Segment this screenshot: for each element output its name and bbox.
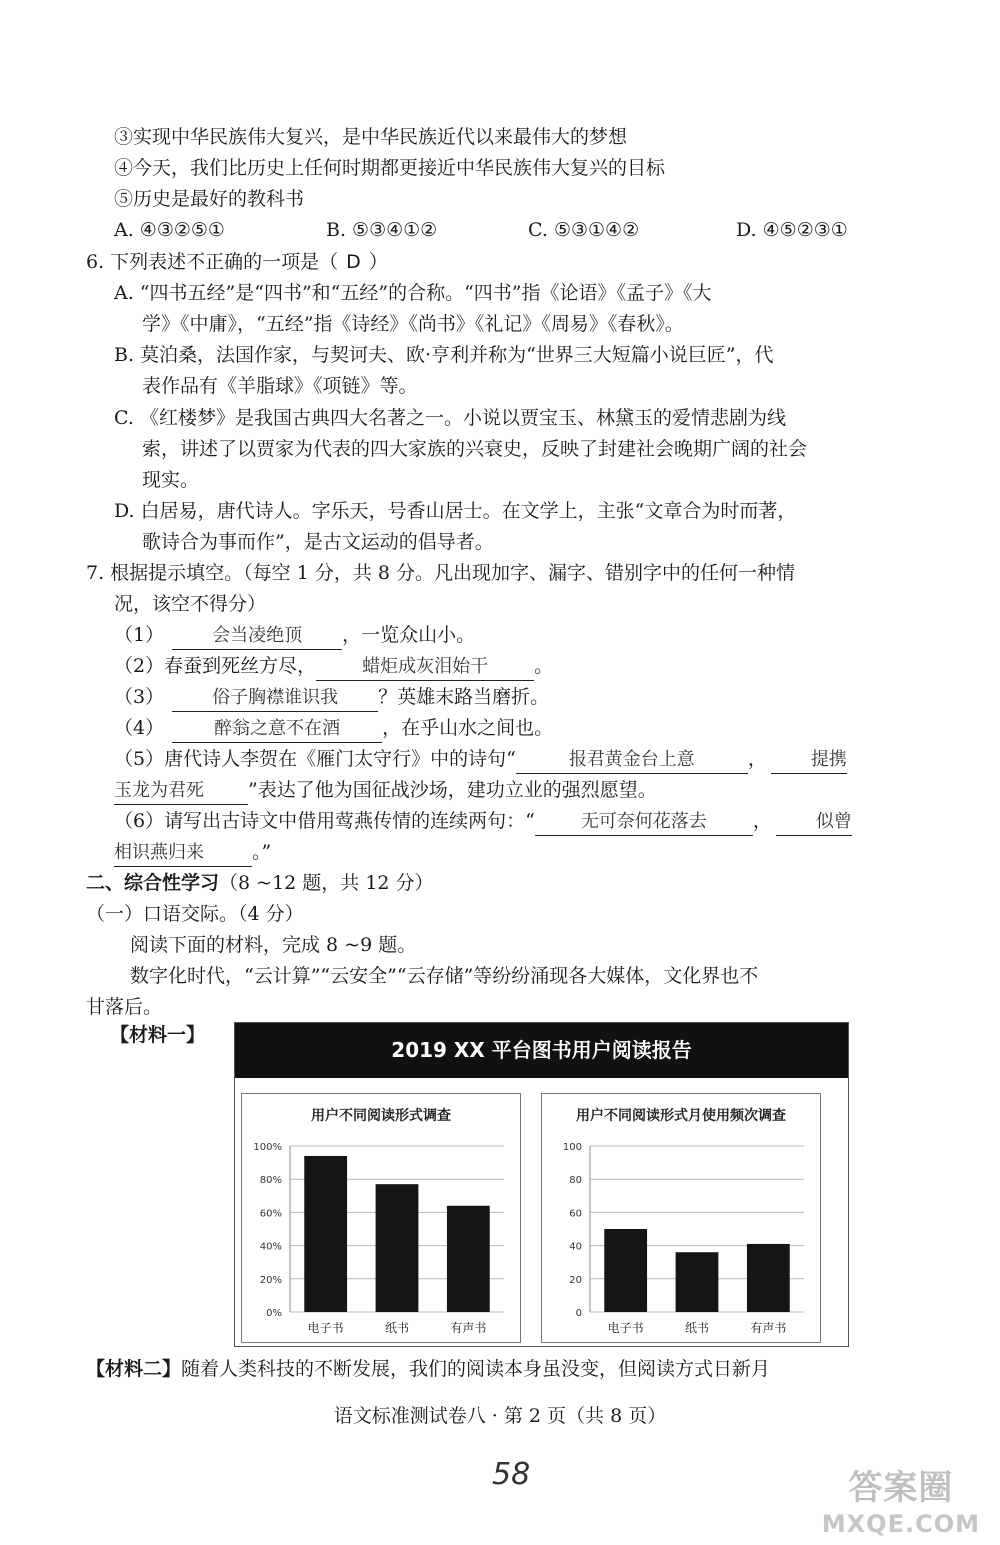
- q7-item-3-text: ？英雄末路当磨折。: [378, 686, 550, 708]
- q7-item-3-answer: 俗子胸襟谁识我: [172, 685, 378, 712]
- y-tick-label: 20: [569, 1274, 582, 1286]
- q7-item-3-num: （3）: [114, 686, 165, 708]
- q6-option-a-line2: 学》《中庸》，“五经”指《诗经》《尚书》《礼记》《周易》《春秋》。: [142, 313, 684, 335]
- q6-option-b-line1: B. 莫泊桑，法国作家，与契诃夫、欧·亨利并称为“世界三大短篇小说巨匠”，代: [114, 344, 774, 366]
- q6-option-c-line1: C. 《红楼梦》是我国古典四大名著之一。小说以贾宝玉、林黛玉的爱情悲剧为线: [114, 407, 786, 429]
- q5-item-5: ⑤历史是最好的教科书: [114, 188, 305, 210]
- q7-item-1-num: （1）: [114, 624, 165, 646]
- reading-report-figure: [234, 1022, 849, 1347]
- q7-item-6-sep: ，: [752, 810, 772, 832]
- q7-item-6-num: （6）: [114, 810, 165, 832]
- page-footer: 语文标准测试卷八 · 第 2 页（共 8 页）: [333, 1405, 667, 1427]
- q7-item-6-end: 。”: [252, 841, 272, 863]
- q7-item-1-text: ，一览众山小。: [342, 624, 476, 646]
- y-tick-label: 60: [569, 1208, 582, 1220]
- material-2-text: 随着人类科技的不断发展，我们的阅读本身虽没变，但阅读方式日新月: [181, 1358, 771, 1380]
- x-tick-label: 有声书: [750, 1321, 787, 1335]
- y-tick-label: 0: [575, 1308, 582, 1319]
- q7-stem-line2: 况，该空不得分）: [114, 593, 267, 615]
- chart-reading-forms: [242, 1094, 520, 1342]
- q7-item-4: [114, 715, 553, 743]
- q7-item-6-line1: [114, 808, 920, 836]
- section-2-heading: [86, 870, 434, 896]
- q7-item-5-num: （5）: [114, 748, 165, 770]
- q7-stem-line1: 7. 根据提示填空。（每空 1 分，共 8 分。凡出现加字、漏字、错别字中的任何一种情: [86, 562, 796, 584]
- q7-item-5-sep: ，: [747, 748, 767, 770]
- y-tick-label: 0%: [266, 1308, 282, 1319]
- chart-panel-monthly-frequency: [541, 1093, 821, 1343]
- chart-monthly-frequency: [542, 1094, 820, 1342]
- q7-item-1: [114, 622, 475, 650]
- intro-line2: 甘落后。: [86, 996, 163, 1018]
- q6-option-d-line1: D. 白居易，唐代诗人。字乐天，号香山居士。在文学上，主张“文章合为时而著，: [114, 500, 797, 522]
- material-1-label: 【材料一】: [110, 1024, 206, 1046]
- q7-item-4-answer: 醉翁之意不在酒: [172, 716, 382, 743]
- q7-item-5-line1: [114, 746, 920, 774]
- material-2: [86, 1356, 770, 1382]
- intro-line1: 数字化时代，“云计算”“云安全”“云存储”等纷纷涌现各大媒体，文化界也不: [130, 965, 759, 987]
- q7-item-6-answer-2b: 相识燕归来: [114, 840, 252, 867]
- bar-有声书: [747, 1244, 790, 1312]
- x-tick-label: 纸书: [384, 1321, 410, 1335]
- q7-item-6-line2: [114, 839, 271, 867]
- q7-item-6-text: 请写出古诗文中借用莺燕传情的连续两句：“: [164, 810, 535, 832]
- q7-item-2-num: （2）: [114, 655, 165, 677]
- q7-item-5-answer-2b: 玉龙为君死: [114, 778, 248, 805]
- q7-item-3: [114, 684, 549, 712]
- chart-panel-reading-forms: [241, 1093, 521, 1343]
- q7-item-5-end: ”表达了他为国征战沙场，建功立业的强烈愿望。: [248, 779, 657, 801]
- q7-item-2-text: 春蚕到死丝方尽，: [164, 655, 317, 677]
- y-tick-label: 80: [569, 1175, 582, 1187]
- q7-item-4-text: ，在乎山水之间也。: [382, 717, 554, 739]
- q5-option-b: B. ⑤③④①②: [326, 219, 438, 241]
- q6-option-b-line2: 表作品有《羊脂球》《项链》等。: [142, 375, 418, 397]
- bar-电子书: [604, 1229, 647, 1312]
- x-tick-label: 纸书: [684, 1321, 710, 1335]
- q7-item-5-answer-1: 报君黄金台上意: [516, 747, 748, 774]
- q6-option-c-line2: 索，讲述了以贾家为代表的四大家族的兴衰史，反映了封建社会晚期广阔的社会: [142, 438, 808, 460]
- q7-item-5-answer-2a: 提携: [771, 747, 847, 774]
- q6-option-c-line3: 现实。: [142, 469, 200, 491]
- y-tick-label: 100%: [253, 1142, 282, 1153]
- bar-电子书: [304, 1156, 347, 1312]
- q7-item-6-answer-1: 无可奈何花落去: [535, 809, 753, 836]
- q5-option-a: A. ④③②⑤①: [114, 219, 225, 241]
- y-tick-label: 60%: [259, 1208, 282, 1220]
- y-tick-label: 100: [562, 1142, 582, 1153]
- bar-有声书: [447, 1206, 490, 1312]
- q7-item-2: [114, 653, 553, 681]
- q7-item-5-line2: [114, 777, 657, 805]
- q7-item-4-num: （4）: [114, 717, 165, 739]
- reading-instruction: 阅读下面的材料，完成 8 ~9 题。: [130, 934, 417, 956]
- q5-option-d: D. ④⑤②③①: [736, 219, 848, 241]
- chart-title: 用户不同阅读形式月使用频次调查: [576, 1108, 786, 1124]
- watermark-line2: MXQE.COM: [821, 1510, 980, 1538]
- q7-item-5-text: 唐代诗人李贺在《雁门太守行》中的诗句“: [164, 748, 516, 770]
- q6-option-d-line2: 歌诗合为事而作”，是古文运动的倡导者。: [142, 531, 494, 553]
- q6-a1: A. “四书五经”是“四书”和“五经”的合称。“四书”指《论语》《孟子》《大: [114, 282, 712, 304]
- q5-item-4: ④今天，我们比历史上任何时期都更接近中华民族伟大复兴的目标: [114, 157, 666, 179]
- section-2-score: （8 ~12 题，共 12 分）: [219, 872, 434, 894]
- x-tick-label: 电子书: [607, 1321, 644, 1335]
- q7-item-2-answer: 蜡炬成灰泪始干: [316, 654, 534, 681]
- x-tick-label: 有声书: [450, 1321, 487, 1335]
- q7-item-2-end: 。: [534, 655, 554, 677]
- material-2-label: 【材料二】: [86, 1358, 182, 1380]
- watermark: [822, 1470, 980, 1542]
- q6-stem-text: 6. 下列表述不正确的一项是（: [86, 251, 339, 273]
- q7-item-6-answer-2a: 似曾: [776, 809, 852, 836]
- watermark-line1: 答案圈: [848, 1468, 954, 1508]
- y-tick-label: 40: [569, 1241, 582, 1253]
- q5-item-3: ③实现中华民族伟大复兴，是中华民族近代以来最伟大的梦想: [114, 126, 628, 148]
- q6-answer: D: [346, 251, 361, 273]
- y-tick-label: 80%: [259, 1175, 282, 1187]
- bar-纸书: [676, 1252, 719, 1312]
- handwritten-page-number: 58: [492, 1457, 531, 1492]
- subsection-oral: （一）口语交际。（4 分）: [86, 903, 304, 925]
- y-tick-label: 20%: [259, 1274, 282, 1286]
- q6-stem-end: ）: [368, 251, 388, 273]
- q7-item-1-answer: 会当凌绝顶: [172, 623, 342, 650]
- q5-option-c: C. ⑤③①④②: [528, 219, 640, 241]
- y-tick-label: 40%: [259, 1241, 282, 1253]
- x-tick-label: 电子书: [307, 1321, 344, 1335]
- bar-纸书: [376, 1184, 419, 1312]
- section-2-title: 二、综合性学习: [86, 872, 220, 894]
- chart-title: 用户不同阅读形式调查: [311, 1108, 451, 1124]
- report-title: 2019 XX 平台图书用户阅读报告: [235, 1023, 848, 1078]
- q6-option-a-line1: [114, 280, 920, 306]
- q6-stem: [86, 249, 388, 275]
